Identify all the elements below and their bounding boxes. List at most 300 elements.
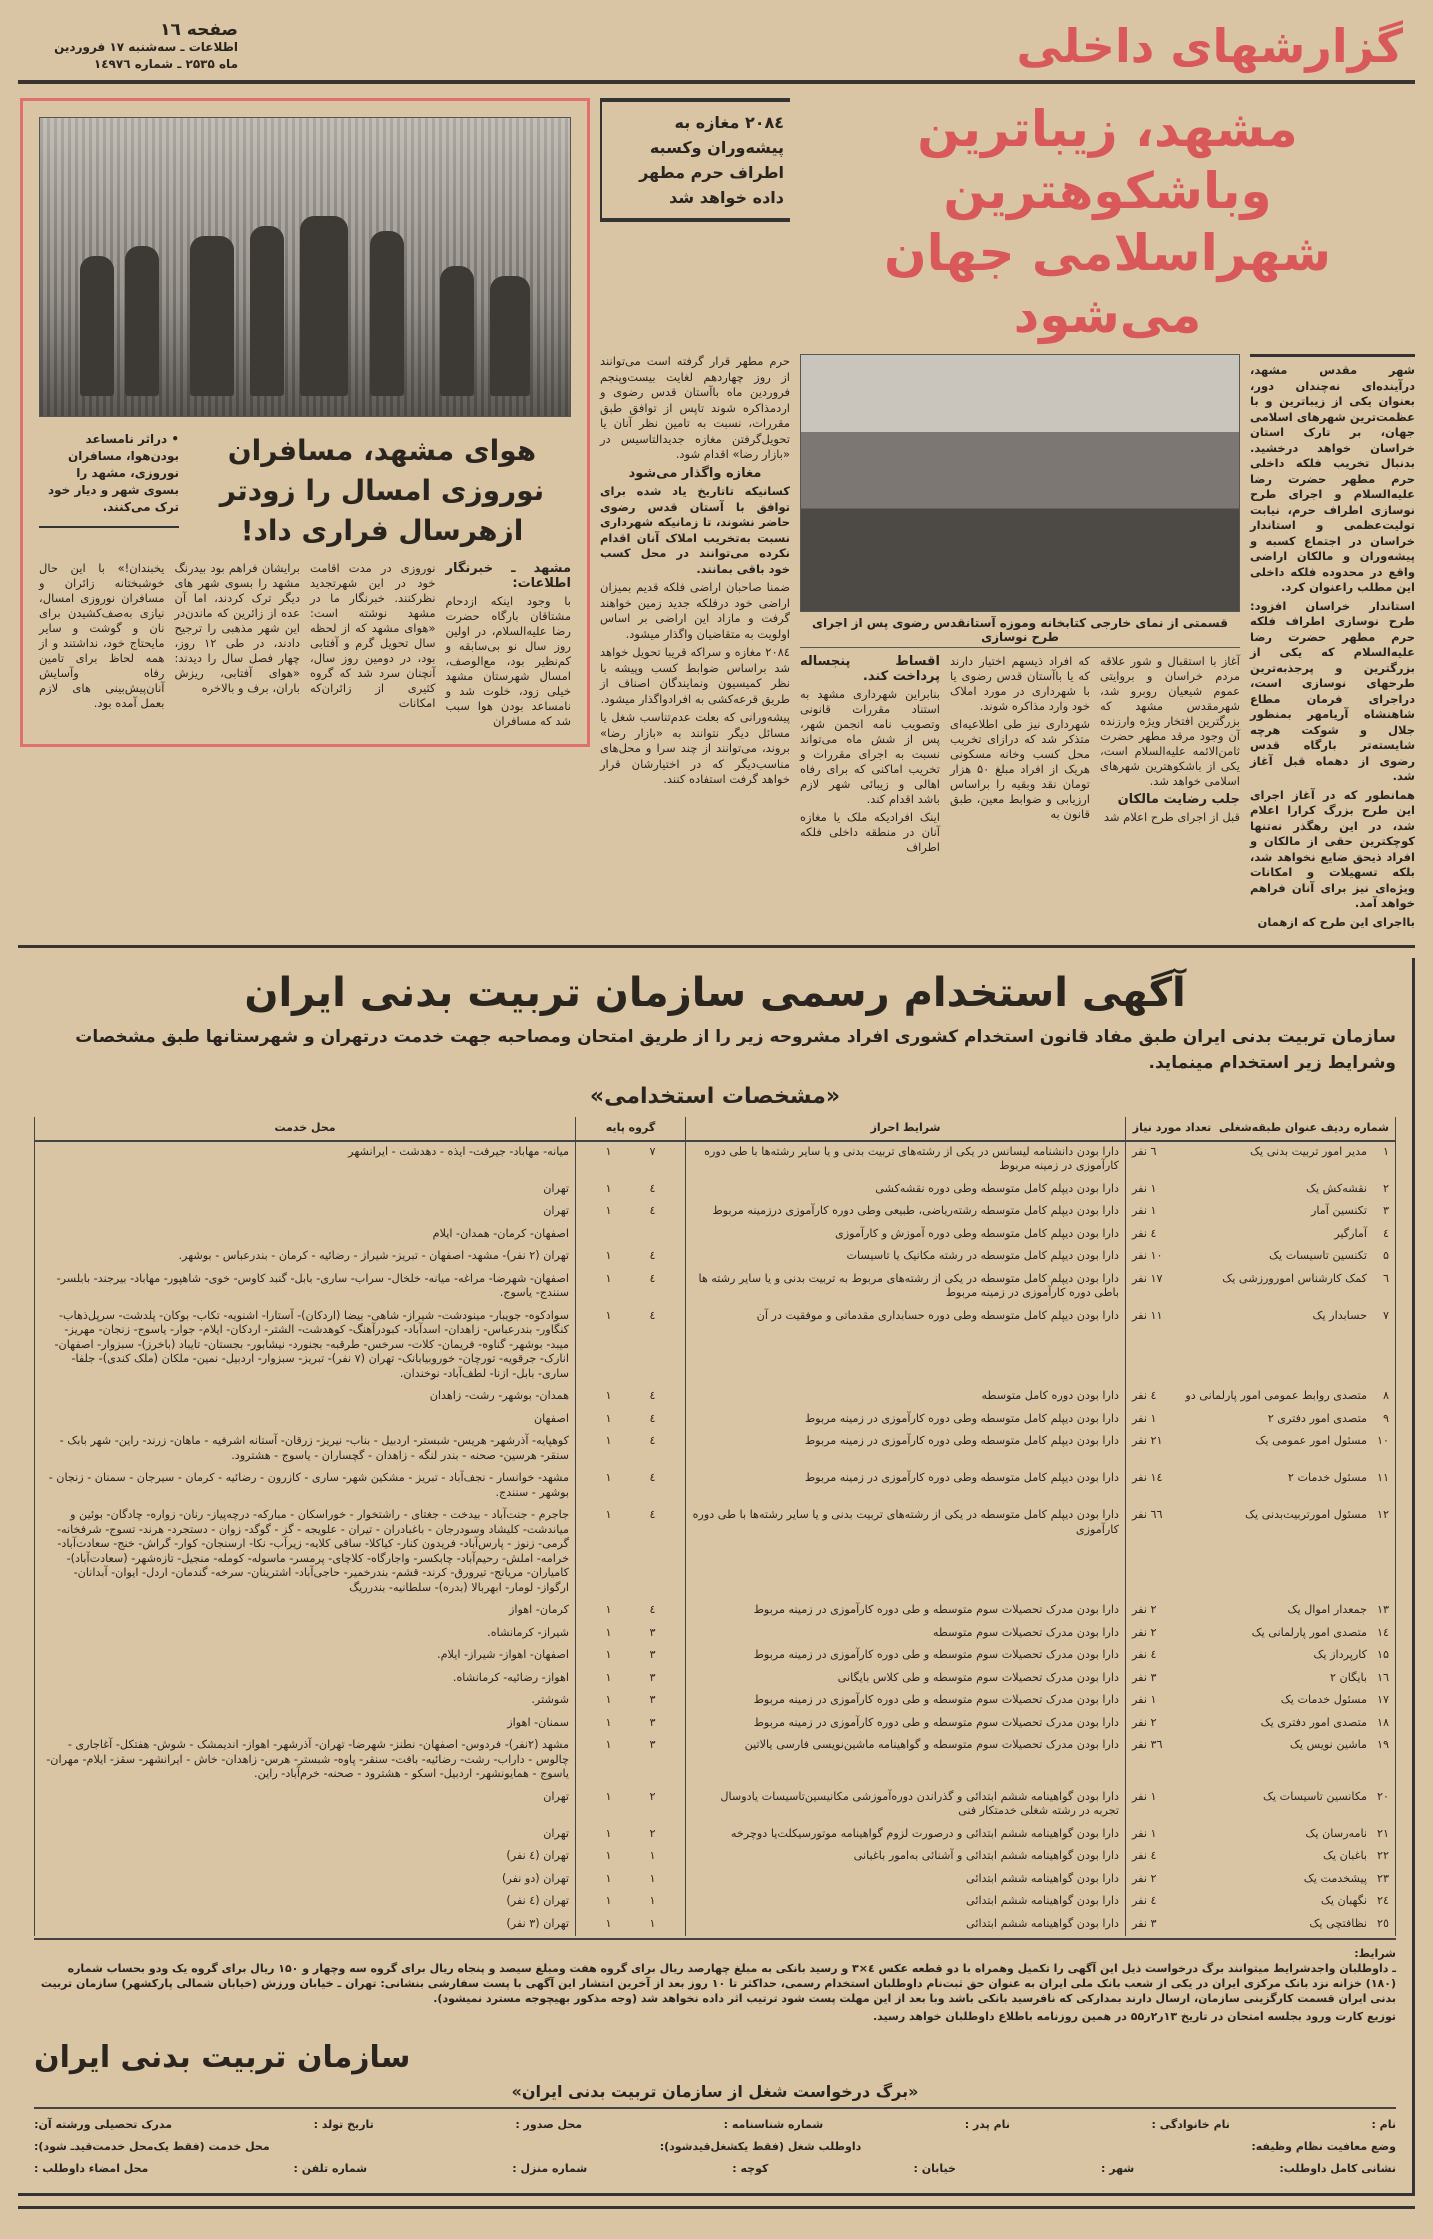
job-title-cell (1126, 1201, 1396, 1224)
main-story-lead-column (1250, 354, 1415, 933)
row-number: ۲۳ (1376, 1871, 1389, 1885)
required-count: ٤ نفر (1132, 1894, 1157, 1907)
base-value: ۱ (605, 1648, 612, 1661)
base-value: ۱ (605, 1603, 612, 1616)
row-number: ۳ (1382, 1204, 1389, 1217)
job-title: متصدی روابط عمومی امور پارلمانی دو (1185, 1389, 1367, 1402)
group-value: ٤ (649, 1271, 656, 1285)
condition-item: توزیع کارت ورود بجلسه امتحان در تاریخ ۱۳ر۲ر۵۵ در همین روزنامه باطلاع داوطلبان خواهد رسید. (873, 2010, 1396, 2023)
row-number: ۲۱ (1376, 1826, 1389, 1840)
table-row (35, 1914, 1396, 1937)
base-value: ۱ (605, 1789, 612, 1803)
group-cell (576, 1386, 686, 1409)
table-row (35, 1846, 1396, 1869)
pilgrims-photo (39, 117, 571, 417)
side-story-paragraph: ضمنا صاحبان اراضی فلکه قدیم بمیزان اراضی خود درفلکه جدید زمین خواهند گرفت و مازاد این اراضی بر اساس اولویت به متقاضیان واگذار میشود. (600, 580, 790, 641)
table-row (35, 1141, 1396, 1179)
main-paragraph: قبل از اجرای طرح اعلام شد (1103, 810, 1240, 824)
col-header-count: تعداد مورد نیاز (1132, 1121, 1212, 1134)
section-title: گزارشهای داخلی (1016, 19, 1403, 73)
base-value: ۱ (605, 1625, 612, 1639)
table-row (35, 1891, 1396, 1914)
weather-head-row (39, 431, 571, 551)
required-count: ٤ نفر (1132, 1389, 1157, 1402)
page-header (18, 18, 1415, 76)
group-cell (576, 1824, 686, 1847)
qualification-cell: دارا بودن مدرک تحصیلات سوم متوسطه و گواهینامه ماشین‌نویسی فارسی یالاتین (686, 1735, 1126, 1787)
job-title-cell (1126, 1141, 1396, 1179)
qualification-cell: دارا بودن گواهینامه ششم ابتدائی (686, 1869, 1126, 1892)
qualification-cell: دارا بودن مدرک تحصیلات سوم متوسطه (686, 1623, 1126, 1646)
col-header-qualifications: شرایط احراز (686, 1117, 1126, 1141)
side-story-paragraph: پیشه‌ورانی که بعلت عدم‌تناسب شغل یا مسائل دیگر نتوانند به «بازار رضا» بروند، می‌توانند از چند سرا و محل‌های مناسب‌دیگر که در اختیارشان قرار خواهد گرفت استفاده کنند. (600, 710, 790, 786)
main-paragraph: آغاز با استقبال و شور علاقه مردم خراسان و بروایتی عموم شیعیان روبرو شد، شهرمقدس مشهد که بزرگترین افتخار ویژه وارزنده آن وجود مرقد مطهر حضرت ثامن‌الائمه علیه‌السلام است، یکی از باشکوهترین شهرهای اسلامی خواهد شد. (1100, 654, 1240, 788)
qualification-cell: دارا بودن مدرک تحصیلات سوم متوسطه و طی دوره کارآموزی در زمینه مربوط (686, 1690, 1126, 1713)
job-title-cell (1126, 1431, 1396, 1468)
weather-paragraph: یخبندان!» با این حال خوشبختانه زائران و مسافران نوروزی امسال، نیازی به‌صف‌کشیدن برای نان و گوشت و سایر مایحتاج خود، نداشتند و از همه لحاظ برای تامین رفاه وآسایش آنان‌پیش‌بینی های لازم بعمل آمده بود. (39, 561, 165, 710)
job-title-cell (1126, 1269, 1396, 1306)
form-field-label: محل امضاء داوطلب : (34, 2161, 149, 2175)
form-field-label: شماره منزل : (512, 2161, 588, 2175)
table-row (35, 1713, 1396, 1736)
table-row (35, 1869, 1396, 1892)
weather-paragraph: برایشان فراهم بود بیدرنگ مشهد را بسوی شهر های دیگر ترک کردند، اما آن عده از زائرین که ماندن‌در این شهر مذهبی را ترجیح دادند، در طی ۱۲ روز، چهار فصل سال را دیدند: «هوای آفتابی، ریزش باران، برف و بالاخره (174, 561, 301, 695)
group-value: ۲ (649, 1789, 656, 1803)
group-cell (576, 1713, 686, 1736)
base-value: ۱ (605, 1181, 612, 1195)
application-form-title: «برگ درخواست شغل از سازمان تربیت بدنی ایران» (511, 2082, 919, 2101)
side-story-paragraph: حرم مطهر قرار گرفته است می‌توانند از روز چهاردهم لغایت بیست‌وپنجم فروردین ماه باآستان قدس رضوی و اردمذاکره شوند تاپس از توافق طبق مقررات، نسبت به تامین نظر آنان یا تحویل‌گرفتن مغازه جدیدالتاسیس در «بازار رضا» اقدام شود. (600, 354, 790, 461)
base-value: ۱ (605, 1738, 612, 1751)
group-value: ٤ (649, 1603, 656, 1616)
required-count: ۱ نفر (1132, 1181, 1157, 1195)
table-bottom-rule (34, 1938, 1396, 1940)
location-cell: اصفهان (35, 1409, 576, 1432)
table-row (35, 1623, 1396, 1646)
news-section (18, 98, 1415, 933)
required-count: ٦٦ نفر (1132, 1508, 1163, 1521)
base-value: ۱ (605, 1916, 612, 1930)
job-title-cell (1126, 1409, 1396, 1432)
row-number: ۱۳ (1376, 1603, 1389, 1616)
qualification-cell: دارا بودن دیپلم کامل متوسطه وطی دوره حسابداری مقدماتی و موفقیت در آن (686, 1306, 1126, 1387)
job-title-cell (1126, 1468, 1396, 1505)
required-count: ۱ نفر (1132, 1826, 1157, 1840)
table-row (35, 1246, 1396, 1269)
form-row (34, 2113, 1396, 2135)
group-value: ٤ (649, 1411, 656, 1425)
required-count: ۳ نفر (1132, 1916, 1157, 1930)
location-cell: اصفهان- کرمان- همدان- ایلام (35, 1224, 576, 1247)
job-title: مسئول خدمات یک (1280, 1693, 1367, 1706)
base-value: ۱ (605, 1871, 612, 1885)
qualification-cell: دارا بودن دیپلم کامل متوسطه در یکی از رشته‌های تربیت بدنی و یا سایر رشته‌ها با طی دوره کارآموزی (686, 1505, 1126, 1600)
location-cell: سمنان- اهواز (35, 1713, 576, 1736)
required-count: ۳٦ نفر (1132, 1738, 1163, 1751)
group-value: ۱ (649, 1916, 656, 1930)
group-value: ٤ (649, 1204, 656, 1217)
weather-lead: • دراثر نامساعد بودن‌هوا، مسافران نوروزی، مشهد را بسوی شهر و دیار خود ترک می‌کنند. (39, 431, 179, 528)
location-cell: تهران (35, 1201, 576, 1224)
job-title-cell (1126, 1787, 1396, 1824)
base-value: ۱ (605, 1308, 612, 1322)
qualification-cell: دارا بودن گواهینامه ششم ابتدائی (686, 1891, 1126, 1914)
job-title: مسئول امور عمومی یک (1255, 1434, 1367, 1447)
qualification-cell: دارا بودن دوره کامل متوسطه (686, 1386, 1126, 1409)
location-cell: تهران (دو نفر) (35, 1869, 576, 1892)
main-paragraph: اینک افرادیکه ملک یا مغازه آنان در منطقه داخلی فلکه اطراف (800, 810, 940, 854)
table-row (35, 1824, 1396, 1847)
base-value: ۱ (605, 1204, 612, 1217)
required-count: ۱۷ نفر (1132, 1271, 1163, 1285)
group-cell (576, 1431, 686, 1468)
location-cell: کوهپایه- آذرشهر- هریس- شبستر- اردبیل - بناب- نیریز- زرقان- آستانه اشرفیه - ماهان- زرند- راین- شهر بابک - سنقر- هرسین- صحنه - بندر لنگه - زاهدان - گچساران - یاسوج - هشترود. (35, 1431, 576, 1468)
group-value: ٤ (649, 1508, 656, 1521)
row-number: ۱۲ (1376, 1508, 1389, 1521)
base-value: ۱ (605, 1894, 612, 1907)
job-title: مسئول خدمات ۲ (1287, 1471, 1367, 1484)
job-title-cell (1126, 1713, 1396, 1736)
job-title: ماشین نویس یک (1289, 1738, 1367, 1751)
form-field-label: نام : (1371, 2117, 1396, 2131)
job-specs-table (34, 1117, 1396, 1936)
main-lead-paragraph: استاندار خراسان افزود: طرح نوسازی اطراف فلکه حرم مطهر حضرت رضا علیه‌السلام که یکی از بزرگترین و پرجذبه‌ترین طرحهای نوسازی است، دراجرای فرمان مطاع شاهنشاه آریامهر بمنظور جلال و شوکت هرچه شایسته‌تر بارگاه قدس رضوی از دهماه قبل آغاز شد. (1250, 598, 1415, 783)
job-title: نقشه‌کش یک (1305, 1181, 1367, 1195)
page-bottom-rule (18, 2206, 1415, 2209)
job-title: متصدی امور دفتری ۲ (1267, 1411, 1367, 1425)
job-title: مدیر امور تربیت بدنی یک (1250, 1144, 1367, 1158)
main-paragraph: که افراد ذیسهم اختیار دارند که یا باآستان قدس رضوی یا با شهرداری در مورد املاک خود وارد مذاکره شوند. (950, 654, 1090, 713)
job-title: متصدی امور دفتری یک (1260, 1715, 1367, 1729)
required-count: ۲ نفر (1132, 1715, 1157, 1729)
row-number: ۱۸ (1376, 1715, 1389, 1729)
job-title-cell (1126, 1645, 1396, 1668)
group-cell (576, 1246, 686, 1269)
weather-column (175, 561, 301, 732)
org-name: سازمان تربیت بدنی ایران (34, 2040, 411, 2075)
job-title-cell (1126, 1224, 1396, 1247)
required-count: ۱۱ نفر (1132, 1308, 1163, 1322)
row-number: ۱۱ (1376, 1471, 1389, 1484)
group-value: ٤ (649, 1389, 656, 1402)
table-row (35, 1645, 1396, 1668)
table-row (35, 1224, 1396, 1247)
group-cell (576, 1891, 686, 1914)
group-value: ۳ (649, 1693, 656, 1706)
group-value: ٤ (649, 1249, 656, 1262)
group-value: ٤ (649, 1434, 656, 1447)
job-title: بایگان ۲ (1329, 1670, 1367, 1684)
base-value: ۱ (605, 1670, 612, 1684)
job-title-cell (1126, 1179, 1396, 1202)
required-count: ۲ نفر (1132, 1603, 1157, 1616)
qualification-cell: دارا بودن دیپلم کامل متوسطه وطی دوره کارآموزی در زمینه مربوط (686, 1409, 1126, 1432)
row-number: ٦ (1382, 1271, 1389, 1285)
group-cell (576, 1306, 686, 1387)
location-cell: شیراز- کرمانشاه. (35, 1623, 576, 1646)
qualification-cell: دارا بودن دیپلم کامل متوسطه وطی دوره کارآموزی در زمینه مربوط (686, 1431, 1126, 1468)
group-cell (576, 1869, 686, 1892)
job-title: آمارگیر (1334, 1226, 1367, 1240)
main-subhead: جلب رضایت مالکان (1117, 792, 1240, 807)
group-cell (576, 1201, 686, 1224)
required-count: ٤ نفر (1132, 1226, 1157, 1240)
base-value: ۱ (605, 1693, 612, 1706)
main-lead-paragraph: شهر مقدس مشهد، درآینده‌ای نه‌چندان دور، بعنوان یکی از زیباترین و با عظمت‌ترین شهرهای اسلامی جهان، بر تارک استان خراسان خواهد درخشید. بدنبال تخریب فلکه داخلی حرم مطهر حضرت رضا علیه‌السلام و اجرای طرح نوسازی اطراف حرم، نیابت تولیت‌عظمی و استاندار خراسان در اجتماع کسبه و پیشه‌وران و مالکان اراضی واقع در محدوده فلکه داخلی این مطلب راعنوان کرد. (1250, 363, 1415, 594)
required-count: ۲۱ نفر (1132, 1434, 1163, 1447)
job-title-cell (1126, 1735, 1396, 1787)
group-value: ۷ (649, 1144, 656, 1158)
main-subhead: اقساط پنجساله پرداخت کند. (800, 654, 940, 684)
location-cell: تهران (35, 1824, 576, 1847)
table-row (35, 1600, 1396, 1623)
group-cell (576, 1141, 686, 1179)
group-value: ٤ (649, 1471, 656, 1484)
job-title: تکنسین آمار (1310, 1204, 1367, 1217)
location-cell: جاجرم - جنت‌آباد - بیدخت - جغتای - راشتخوار - خوراسکان - مبارکه- درچه‌پیاز- رنان- زواره- چادگان- بوئین و میاندشت- کلیشاد وسودرجان - باغبادران - تیران - علویجه - گز - گوگد- زوان - دستجرد- هرند- تسوج- شرفخانه- گرمی- زنوز - پارس‌آباد- فریدون کنار- کیاکلا- ساقی کلایه- زیرآب- نکا- ارسنجان- کوار- گراش- خنج- سعادت‌آباد- خرامه- املش- رحیم‌آباد- چابکسر- واجارگاه- کلاچای- پرمسر- ماسوله- کومله- منجیل- تازه‌شهر- (سعادت‌آباد)- کامیاران- مریانج- تیرورق- کرند- قشم- بندرخمیر- حاجی‌آباد- اشترینان- سرخه- گندمان- اردل- ایوان- آبدانان- ارگواز- لومار- ابهربالا (بدره)- سلطانیه- بندرریگ (35, 1505, 576, 1600)
page-info (18, 18, 238, 73)
job-title-cell (1126, 1386, 1396, 1409)
group-value: ٤ (649, 1308, 656, 1322)
weather-column (446, 561, 572, 732)
main-col-a (1100, 654, 1240, 858)
job-title: کارپرداز یک (1313, 1648, 1367, 1661)
job-title: نگهبان یک (1320, 1894, 1367, 1907)
table-row (35, 1409, 1396, 1432)
group-value: ۳ (649, 1670, 656, 1684)
location-cell: کرمان- اهواز (35, 1600, 576, 1623)
job-title: جمعدار اموال یک (1287, 1603, 1367, 1616)
employment-ad-frame (18, 958, 1415, 2196)
row-number: ۸ (1382, 1389, 1389, 1402)
group-cell (576, 1179, 686, 1202)
main-story-area (800, 354, 1240, 858)
form-field-label: مدرک تحصیلی ورشته آن: (34, 2117, 173, 2131)
main-lead-paragraph: همانطور که در آغاز اجرای این طرح بزرگ کرارا اعلام شد، در این رهگذر نه‌تنها کوچکترین حقی از مالکان و افراد ذیحق ضایع نخواهد شد، بلکه تسهیلات و امکانات ویژه‌ای نیز برای آنان فراهم خواهد آمد. (1250, 787, 1415, 910)
group-value: ۱ (649, 1871, 656, 1885)
job-title-cell (1126, 1600, 1396, 1623)
main-story-columns (800, 654, 1240, 858)
base-value: ۱ (605, 1411, 612, 1425)
table-row (35, 1505, 1396, 1600)
weather-headline: هوای مشهد، مسافران نوروزی امسال را زودتر ازهرسال فراری داد! (219, 434, 545, 547)
row-number: ۱۰ (1376, 1434, 1389, 1447)
group-cell (576, 1787, 686, 1824)
base-value: ۱ (605, 1508, 612, 1521)
base-value: ۱ (605, 1826, 612, 1840)
group-cell (576, 1645, 686, 1668)
side-story-headline: ۲۰۸٤ مغازه به پیشه‌وران وکسبه اطراف حرم مطهر داده خواهد شد (600, 98, 790, 222)
table-row (35, 1179, 1396, 1202)
main-col-b (950, 654, 1090, 858)
main-paragraph: شهرداری نیز طی اطلاعیه‌ای متذکر شد که درازای تخریب محل کسب وخانه مسکونی هریک از افراد مبلغ ۵۰ هزار تومان نقد وبقیه را براساس ارزیابی و ضوابط معین، طبق قانون به (950, 717, 1090, 821)
job-title-cell (1126, 1246, 1396, 1269)
job-title-cell (1126, 1690, 1396, 1713)
base-value: ۱ (605, 1715, 612, 1729)
base-value: ۱ (605, 1849, 612, 1862)
table-row (35, 1431, 1396, 1468)
location-cell: تهران (۳ نفر) (35, 1914, 576, 1937)
side-story-body (600, 354, 790, 791)
location-cell: تهران (۲ نفر)- مشهد- اصفهان - تبریز- شیراز - رضائیه - کرمان - بندرعباس - بوشهر. (35, 1246, 576, 1269)
form-field-label: وضع معافیت نظام وظیفه: (1251, 2139, 1396, 2153)
job-title: باغبان یک (1322, 1849, 1367, 1862)
base-value: ۱ (605, 1389, 612, 1402)
location-cell: سوادکوه- جویبار- مینودشت- شیراز- شاهی- بیضا (اردکان)- آستارا- اشنویه- تکاب- بوکان- پلدشت- سرپل‌ذهاب- کنگاور- بندرعباس- زاهدان- اسدآباد- کبودرآهنگ- کوهدشت- الشتر- اردکان- ایلام- جوار- یاسوج- زنجان- مهریز- میبد- بوشهر- گناوه- فریمان- کلات- سرخس- طرقبه- بجنورد- نیشابور- بجستان- تایباد (باخرز)- سبزوار- اصفهان- انارک- جرقویه- تورچان- خوروبیابانک- تهران (۷ نفر)- تبریز- سبزوار- اردبیل- نمین- ملکان (ملک کندی)- جلفا- ساری- بابل- ازنا- لطف‌آباد- نوخندان. (35, 1306, 576, 1387)
side-story-paragraph: ۲۰۸٤ مغازه و سراکه قریبا تحویل خواهد شد براساس ضوابط کسب وپیشه با نظر کمیسیون ونمایندگان اصناف از طریق قرعه‌کشی به افرادواگذار میشود. (600, 645, 790, 706)
location-cell: تهران (٤ نفر) (35, 1891, 576, 1914)
table-row (35, 1386, 1396, 1409)
group-cell (576, 1409, 686, 1432)
row-number: ۱٦ (1376, 1670, 1389, 1684)
table-row (35, 1201, 1396, 1224)
table-row (35, 1668, 1396, 1691)
location-cell: مشهد (۲نفر)- فردوس- اصفهان- نطنز- شهرضا- تهران- آذرشهر- اهواز- اندیمشک - شوش- هفتکل- آغاجاری - چالوس - داراب- رشت- رضائیه- بافت- سنقر- پاوه- شبستر- هرس- زاهدان- خاش - ایرانشهر- سقز- ایلام- مهران- یاسوج - همایونشهر- اردبیل- اسکو - هشترود - صحنه- خرم‌آباد- راین. (35, 1735, 576, 1787)
job-title: حسابدار یک (1312, 1308, 1367, 1322)
job-title: نامه‌رسان یک (1305, 1826, 1367, 1840)
group-value: ۳ (649, 1625, 656, 1639)
shrine-library-photo (800, 354, 1240, 612)
row-number: ۱ (1382, 1144, 1389, 1158)
table-header-row (35, 1117, 1396, 1141)
table-row (35, 1269, 1396, 1306)
group-cell (576, 1914, 686, 1937)
main-col-c (800, 654, 940, 858)
form-field-label: خیابان : (913, 2161, 956, 2175)
job-title: مکانسین تاسیسات یک (1263, 1789, 1367, 1803)
job-title-cell (1126, 1891, 1396, 1914)
qualification-cell: دارا بودن مدرک تحصیلات سوم متوسطه و طی دوره کارآموزی در زمینه مربوط (686, 1600, 1126, 1623)
location-cell: تهران (٤ نفر) (35, 1846, 576, 1869)
group-value: ۱ (649, 1894, 656, 1907)
job-title-cell (1126, 1869, 1396, 1892)
qualification-cell: دارا بودن دیپلم کامل متوسطه وطی دوره آموزش و کارآموزی (686, 1224, 1126, 1247)
table-row (35, 1735, 1396, 1787)
required-count: ۲ نفر (1132, 1871, 1157, 1885)
location-cell: تهران (35, 1787, 576, 1824)
col-header-title-text: شماره ردیف عنوان طبقه‌شغلی (1219, 1121, 1389, 1134)
qualification-cell: دارا بودن مدرک تحصیلات سوم متوسطه و طی دوره کارآموزی در زمینه مربوط (686, 1645, 1126, 1668)
group-cell (576, 1690, 686, 1713)
main-paragraph: بنابراین شهرداری مشهد به استناد مقررات قانونی وتصویب نامه انجمن شهر، پس از شش ماه می‌تواند نسبت به اجرای مقررات و تخریب اماکنی که برای رفاه اهالی و زیبائی شهر لازم باشد اقدام کند. (800, 687, 940, 806)
row-number: ۱۹ (1376, 1738, 1389, 1751)
header-rule (18, 80, 1415, 84)
qualification-cell: دارا بودن گواهینامه ششم ابتدائی و گذراندن دوره‌آموزشی مکانیسین‌تاسیسات یادوسال تجربه در رشته شغلی خدمتکار فنی (686, 1787, 1126, 1824)
qualification-cell: دارا بودن دانشنامه لیسانس در یکی از رشته‌های تربیت بدنی و یا سایر رشته‌ها با طی دوره کارآموزی در زمینه مربوط (686, 1141, 1126, 1179)
job-title: پیشخدمت یک (1303, 1871, 1367, 1885)
form-field-label: نام خانوادگی : (1151, 2117, 1230, 2131)
group-cell (576, 1846, 686, 1869)
base-value: ۱ (605, 1434, 612, 1447)
page-number: صفحه ۱٦ (160, 20, 238, 40)
form-field-label: شهر : (1101, 2161, 1135, 2175)
form-row (34, 2135, 1396, 2157)
weather-column (39, 561, 165, 732)
form-rule (34, 2107, 1396, 2109)
col-header-group: گروه پایه (576, 1117, 686, 1141)
col-header-title (1126, 1117, 1396, 1141)
weather-body (39, 561, 571, 732)
row-number: ۱٤ (1376, 1625, 1389, 1639)
job-title-cell (1126, 1914, 1396, 1937)
base-value: ۱ (605, 1144, 612, 1158)
table-row (35, 1690, 1396, 1713)
application-form (34, 2113, 1396, 2179)
table-row (35, 1306, 1396, 1387)
group-cell (576, 1600, 686, 1623)
row-number: ۱۵ (1376, 1648, 1389, 1661)
location-cell: همدان- بوشهر- رشت- زاهدان (35, 1386, 576, 1409)
group-cell (576, 1468, 686, 1505)
job-title: تکنسین تاسیسات یک (1269, 1249, 1367, 1262)
required-count: ۱ نفر (1132, 1693, 1157, 1706)
condition-item: ـ داوطلبان واجدشرایط میتوانند برگ درخواست ذیل این آگهی را تکمیل وهمراه با دو قطعه عکس ٤×۳ و رسید بانکی به مبلغ چهارصد ریال برای گروه هفت ومبلغ سیصد و پنجاه ریال برای گروه سه وچهار و ۱۵۰ ریال برای گروه یک ودو بحساب شماره (۱۸۰) خزانه نزد بانک مرکزی ایران در یکی از شعب بانک ملی ایران به عنوان حق ثبت‌نام داوطلبان استخدام رسمی، حداکثر تا ۱۰ روز بعد از آخرین انتشار این آگهی با پست سفارشی بنشانی: تهران ـ خیابان ورزش (خیابان شمالی پارکشهر) سازمان تربیت بدنی ایران قسمت کارگزینی سازمان، ارسال دارند بمدارکی که نافرسید بانکی باشد وبا بعد از این مهلت پست شود ترتیب اثر داده نخواهد شد (وجه مذکور بهیچوجه مسترد نمیشود). (40, 1962, 1396, 2005)
qualification-cell: دارا بودن دیپلم کامل متوسطه وطی دوره نقشه‌کشی (686, 1179, 1126, 1202)
ad-subtitle: «مشخصات استخدامی» (589, 1084, 841, 1109)
main-headline: مشهد، زیباترین وباشکوهترین شهراسلامی جهان می‌شود (884, 100, 1331, 344)
job-title: نظافتچی یک (1309, 1916, 1367, 1930)
row-number: ۷ (1382, 1308, 1389, 1322)
group-value: ۳ (649, 1648, 656, 1661)
location-cell: اصفهان- اهواز- شیراز- ایلام. (35, 1645, 576, 1668)
base-value: ۱ (605, 1249, 612, 1262)
group-cell (576, 1269, 686, 1306)
location-cell: میانه- مهاباد- جیرفت- ایذه - دهدشت - ایرانشهر (35, 1141, 576, 1179)
group-cell (576, 1735, 686, 1787)
required-count: ٦ نفر (1132, 1144, 1157, 1158)
job-title-cell (1126, 1668, 1396, 1691)
job-title: مسئول امورتربیت‌بدنی یک (1245, 1508, 1367, 1521)
row-number: ٤ (1382, 1226, 1389, 1240)
qualification-cell: دارا بودن دیپلم کامل متوسطه در رشته مکانیک یا تاسیسات (686, 1246, 1126, 1269)
form-row (34, 2157, 1396, 2179)
form-field-label: تاریخ تولد : (313, 2117, 374, 2131)
location-cell: مشهد- خوانسار - نجف‌آباد - تبریز - مشکین شهر- ساری - کازرون - رضائیه - کرمان - سیرجان - سمنان - زنجان - بوشهر - سنندج. (35, 1468, 576, 1505)
required-count: ۱٤ نفر (1132, 1471, 1163, 1484)
main-lead-paragraph: بااجرای این طرح که ازهمان (1257, 914, 1415, 929)
group-value: ۲ (649, 1826, 656, 1840)
job-title-cell (1126, 1623, 1396, 1646)
required-count: ۱ نفر (1132, 1789, 1157, 1803)
qualification-cell: دارا بودن دیپلم کامل متوسطه رشته‌ریاضی، طبیعی وطی دوره کارآموزی درزمینه مربوط (686, 1201, 1126, 1224)
form-field-label: شماره تلفن : (293, 2161, 368, 2175)
qualification-cell: دارا بودن مدرک تحصیلات سوم متوسطه و طی کلاس بایگانی (686, 1668, 1126, 1691)
location-cell: اصفهان- شهرضا- مراغه- میانه- خلخال- سراب- ساری- بابل- گنبد کاوس- خوی- شاهپور- مهاباد- بیرجند- بابلسر- سنندج- یاسوج. (35, 1269, 576, 1306)
col-header-location: محل خدمت (35, 1117, 576, 1141)
required-count: ۱ نفر (1132, 1411, 1157, 1425)
weather-story-box (20, 98, 590, 747)
group-value: ٤ (649, 1181, 656, 1195)
job-title-cell (1126, 1846, 1396, 1869)
group-value: ۳ (649, 1738, 656, 1751)
qualification-cell: دارا بودن دیپلم کامل متوسطه در یکی از رشته‌های مربوط به تربیت بدنی و یا سایر رشته ها باطی دوره کارآموزی در زمینه مربوط (686, 1269, 1126, 1306)
form-field-label: محل خدمت (فقط یک‌محل خدمت‌قید‌ـ شود): (34, 2139, 270, 2153)
issue-number: ماه ۲۵۳۵ ـ شماره ۱٤۹۷٦ (93, 57, 238, 71)
weather-paragraph: نوروزی در مدت اقامت خود در این شهرتجدید نظرکنند. خبرنگار ما در مشهد نوشته است: «هوای مشهد که از لحظه سال تحویل گرم و آفتابی بود، در دومین روز سال، آنچنان سرد شد که گروه کثیری از زائران‌که امکانات (310, 561, 436, 710)
row-number: ۲٤ (1376, 1894, 1389, 1907)
side-story-subhead: مغازه واگذار می‌شود (628, 465, 762, 481)
row-number: ۲ (1382, 1181, 1389, 1195)
ad-intro: سازمان تربیت بدنی ایران طبق مفاد قانون استخدام کشوری افراد مشروحه زیر را از طریق امتحان ومصاحبه جهت خدمت درتهران و شهرستانها طبق مشخصات وشرایط زیر استخدام مینماید. (75, 1027, 1396, 1073)
ad-conditions (34, 1946, 1396, 2024)
base-value: ۱ (605, 1271, 612, 1285)
base-value: ۱ (605, 1471, 612, 1484)
form-field-label: کوچه : (732, 2161, 769, 2175)
row-number: ۱۷ (1376, 1693, 1389, 1706)
row-number: ۲۰ (1376, 1789, 1389, 1803)
required-count: ۱ نفر (1132, 1204, 1157, 1217)
photo-caption: قسمتی از نمای خارجی کتابخانه وموزه آستانقدس رضوی پس از اجرای طرح نوسازی (800, 612, 1240, 648)
